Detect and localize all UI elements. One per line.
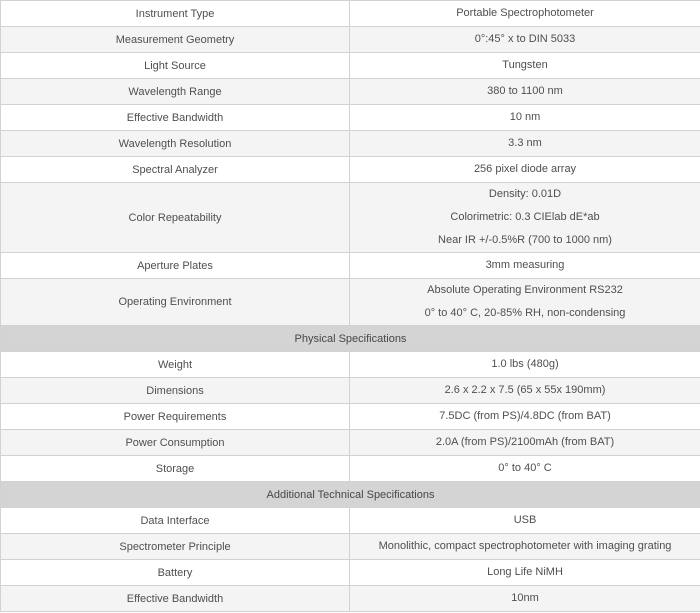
table-row	[1, 53, 700, 79]
spec-value-line: 3mm measuring	[485, 259, 565, 271]
table-row	[1, 1, 700, 27]
spec-value-line: Monolithic, compact spectrophotometer with imaging grating	[378, 540, 672, 552]
spec-label: Data Interface	[1, 508, 350, 534]
spec-label: Wavelength Resolution	[1, 131, 350, 157]
spec-value-line: Absolute Operating Environment RS232	[427, 284, 623, 296]
spec-label: Weight	[1, 352, 350, 378]
section-header: Additional Technical Specifications	[1, 482, 700, 508]
spec-value-line: 7.5DC (from PS)/4.8DC (from BAT)	[439, 410, 611, 422]
table-row	[1, 279, 700, 326]
spec-label: Power Requirements	[1, 404, 350, 430]
table-row	[1, 105, 700, 131]
table-row	[1, 157, 700, 183]
spec-value-line: 0° to 40° C, 20-85% RH, non-condensing	[424, 307, 626, 319]
spec-value	[350, 279, 700, 326]
table-row	[1, 131, 700, 157]
spec-value-line: Density: 0.01D	[488, 188, 562, 200]
section-header: Physical Specifications	[1, 326, 700, 352]
spec-value-line: 10nm	[511, 592, 539, 604]
table-row	[1, 456, 700, 482]
spec-value-line: Near IR +/-0.5%R (700 to 1000 nm)	[438, 234, 612, 246]
spec-value-line: Long Life NiMH	[487, 566, 563, 578]
spec-label: Wavelength Range	[1, 79, 350, 105]
spec-value	[350, 27, 700, 53]
spec-value-line: 10 nm	[509, 111, 541, 123]
spec-value-line: Tungsten	[502, 59, 548, 71]
spec-label: Battery	[1, 560, 350, 586]
table-row	[1, 508, 700, 534]
spec-value	[350, 430, 700, 456]
spec-value	[350, 131, 700, 157]
spec-value-line: 0°:45° x to DIN 5033	[474, 33, 576, 45]
spec-value	[350, 53, 700, 79]
spec-value	[350, 586, 700, 612]
table-row	[1, 534, 700, 560]
spec-value	[350, 105, 700, 131]
spec-value	[350, 1, 700, 27]
table-row	[1, 404, 700, 430]
spec-label: Aperture Plates	[1, 253, 350, 279]
spec-value-line: 1.0 lbs (480g)	[491, 358, 559, 370]
spec-value	[350, 378, 700, 404]
spec-label: Spectral Analyzer	[1, 157, 350, 183]
spec-label: Dimensions	[1, 378, 350, 404]
spec-value	[350, 352, 700, 378]
table-row	[1, 378, 700, 404]
spec-label: Effective Bandwidth	[1, 586, 350, 612]
table-row	[1, 430, 700, 456]
table-row	[1, 27, 700, 53]
spec-label: Spectrometer Principle	[1, 534, 350, 560]
spec-value-line: 3.3 nm	[508, 137, 542, 149]
table-row	[1, 183, 700, 253]
spec-value-line: 256 pixel diode array	[473, 163, 577, 175]
spec-value-line: 2.6 x 2.2 x 7.5 (65 x 55x 190mm)	[444, 384, 606, 396]
table-row	[1, 586, 700, 612]
table-row	[1, 560, 700, 586]
spec-value-line: 2.0A (from PS)/2100mAh (from BAT)	[435, 436, 615, 448]
spec-label: Effective Bandwidth	[1, 105, 350, 131]
spec-value-line: Portable Spectrophotometer	[456, 7, 594, 19]
spec-value	[350, 253, 700, 279]
section-header-row	[1, 482, 700, 508]
spec-value	[350, 456, 700, 482]
spec-value-line: Colorimetric: 0.3 CIElab dE*ab	[450, 211, 600, 223]
spec-value	[350, 404, 700, 430]
spec-table-body	[1, 1, 700, 612]
spec-label: Instrument Type	[1, 1, 350, 27]
spec-value	[350, 508, 700, 534]
spec-value-line: 0° to 40° C	[498, 462, 552, 474]
table-row	[1, 79, 700, 105]
spec-value	[350, 157, 700, 183]
spec-value	[350, 534, 700, 560]
spec-value-line: USB	[513, 514, 537, 526]
spec-label: Light Source	[1, 53, 350, 79]
table-row	[1, 352, 700, 378]
spec-label: Storage	[1, 456, 350, 482]
spec-value	[350, 79, 700, 105]
spec-value	[350, 560, 700, 586]
spec-label: Color Repeatability	[1, 183, 350, 253]
spec-label: Power Consumption	[1, 430, 350, 456]
spec-label: Measurement Geometry	[1, 27, 350, 53]
spec-value	[350, 183, 700, 253]
section-header-row	[1, 326, 700, 352]
table-row	[1, 253, 700, 279]
spec-label: Operating Environment	[1, 279, 350, 326]
spec-value-line: 380 to 1100 nm	[487, 85, 563, 97]
